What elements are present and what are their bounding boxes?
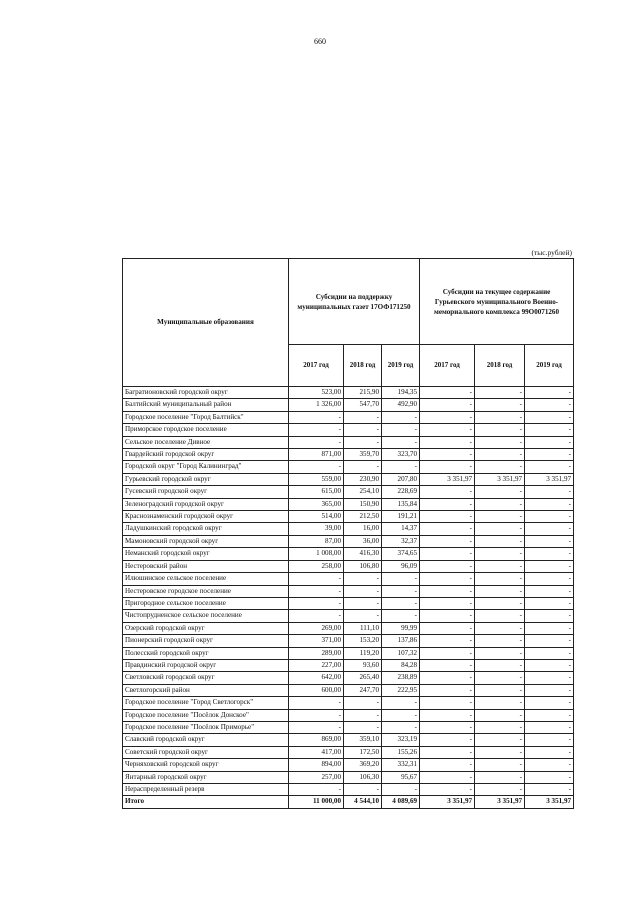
- value-cell: 3 351,97: [525, 473, 574, 485]
- value-cell: -: [525, 784, 574, 796]
- value-cell: -: [420, 672, 475, 684]
- value-cell: 547,70: [344, 399, 382, 411]
- value-cell: -: [382, 411, 420, 423]
- value-cell: 416,30: [344, 548, 382, 560]
- value-cell: -: [525, 697, 574, 709]
- value-cell: 3 351,97: [420, 796, 475, 808]
- year-header: 2017 год: [420, 345, 475, 387]
- units-label: (тыс.рублей): [531, 248, 572, 257]
- value-cell: -: [420, 399, 475, 411]
- value-cell: 111,10: [344, 622, 382, 634]
- value-cell: -: [382, 461, 420, 473]
- value-cell: -: [525, 721, 574, 733]
- memorial-subsidy-header: Субсидии на текущее содержание Гурьевского муниципального Военно-мемориального комплекса 99О0071260: [420, 259, 574, 345]
- value-cell: -: [525, 635, 574, 647]
- table-row: [123, 734, 574, 746]
- value-cell: 39,00: [289, 523, 344, 535]
- value-cell: 371,00: [289, 635, 344, 647]
- year-header: 2019 год: [382, 345, 420, 387]
- value-cell: 212,50: [344, 511, 382, 523]
- value-cell: -: [420, 771, 475, 783]
- table-row: [123, 721, 574, 733]
- table-row: [123, 684, 574, 696]
- value-cell: 369,20: [344, 759, 382, 771]
- value-cell: 153,20: [344, 635, 382, 647]
- value-cell: -: [475, 610, 525, 622]
- value-cell: 269,00: [289, 622, 344, 634]
- value-cell: -: [475, 424, 525, 436]
- value-cell: -: [525, 461, 574, 473]
- table-row: [123, 424, 574, 436]
- value-cell: -: [382, 610, 420, 622]
- table-row: [123, 771, 574, 783]
- value-cell: -: [525, 535, 574, 547]
- value-cell: -: [475, 647, 525, 659]
- value-cell: 323,70: [382, 449, 420, 461]
- value-cell: -: [525, 709, 574, 721]
- value-cell: 3 351,97: [475, 796, 525, 808]
- year-header: 2018 год: [344, 345, 382, 387]
- value-cell: -: [420, 622, 475, 634]
- value-cell: -: [420, 548, 475, 560]
- table-row: [123, 610, 574, 622]
- value-cell: -: [525, 585, 574, 597]
- table-row: [123, 511, 574, 523]
- value-cell: 3 351,97: [420, 473, 475, 485]
- value-cell: 417,00: [289, 746, 344, 758]
- table-row: [123, 659, 574, 671]
- year-header: 2017 год: [289, 345, 344, 387]
- value-cell: -: [475, 573, 525, 585]
- municipality-name: Светловский городской округ: [123, 672, 289, 684]
- value-cell: -: [420, 560, 475, 572]
- value-cell: 95,67: [382, 771, 420, 783]
- value-cell: -: [420, 486, 475, 498]
- value-cell: 559,00: [289, 473, 344, 485]
- value-cell: 14,37: [382, 523, 420, 535]
- value-cell: 492,90: [382, 399, 420, 411]
- value-cell: -: [475, 759, 525, 771]
- table-row: [123, 597, 574, 609]
- value-cell: -: [344, 610, 382, 622]
- value-cell: -: [475, 709, 525, 721]
- value-cell: -: [525, 746, 574, 758]
- value-cell: 258,00: [289, 560, 344, 572]
- value-cell: -: [525, 622, 574, 634]
- municipality-name: Нераспределенный резерв: [123, 784, 289, 796]
- value-cell: -: [289, 461, 344, 473]
- value-cell: -: [525, 486, 574, 498]
- value-cell: -: [475, 511, 525, 523]
- value-cell: 172,50: [344, 746, 382, 758]
- value-cell: -: [344, 597, 382, 609]
- value-cell: 194,35: [382, 387, 420, 399]
- table-row: [123, 585, 574, 597]
- value-cell: 36,00: [344, 535, 382, 547]
- value-cell: -: [525, 399, 574, 411]
- value-cell: -: [525, 511, 574, 523]
- year-header: 2019 год: [525, 345, 574, 387]
- table-row: [123, 622, 574, 634]
- value-cell: -: [344, 784, 382, 796]
- table-row: [123, 784, 574, 796]
- value-cell: -: [420, 573, 475, 585]
- value-cell: 207,80: [382, 473, 420, 485]
- value-cell: -: [525, 411, 574, 423]
- value-cell: -: [475, 387, 525, 399]
- municipality-name: Сельское поселение Дивное: [123, 436, 289, 448]
- value-cell: 1 326,00: [289, 399, 344, 411]
- value-cell: -: [525, 573, 574, 585]
- value-cell: -: [382, 585, 420, 597]
- value-cell: -: [382, 597, 420, 609]
- value-cell: -: [525, 659, 574, 671]
- municipality-name: Городской округ "Город Калининград": [123, 461, 289, 473]
- municipality-name: Городское поселение "Город Светлогорск": [123, 697, 289, 709]
- value-cell: -: [420, 535, 475, 547]
- value-cell: 359,70: [344, 449, 382, 461]
- municipality-name: Гвардейский городской округ: [123, 449, 289, 461]
- municipality-name: Городское поселение "Посёлок Донское": [123, 709, 289, 721]
- value-cell: 93,60: [344, 659, 382, 671]
- value-cell: -: [289, 585, 344, 597]
- value-cell: -: [420, 461, 475, 473]
- value-cell: 4 089,69: [382, 796, 420, 808]
- municipality-name: Гусевский городской округ: [123, 486, 289, 498]
- value-cell: -: [344, 697, 382, 709]
- value-cell: -: [420, 659, 475, 671]
- value-cell: 107,32: [382, 647, 420, 659]
- value-cell: -: [420, 511, 475, 523]
- municipality-name: Нестеровский район: [123, 560, 289, 572]
- page-number: 660: [314, 37, 326, 46]
- value-cell: -: [382, 697, 420, 709]
- table-row: [123, 635, 574, 647]
- municipality-name: Балтийский муниципальный район: [123, 399, 289, 411]
- municipality-name: Чистопрудненское сельское поселение: [123, 610, 289, 622]
- value-cell: 238,89: [382, 672, 420, 684]
- value-cell: -: [525, 597, 574, 609]
- municipality-name: Городское поселение "Город Балтийск": [123, 411, 289, 423]
- value-cell: 87,00: [289, 535, 344, 547]
- value-cell: -: [525, 436, 574, 448]
- value-cell: -: [525, 449, 574, 461]
- table-row: [123, 560, 574, 572]
- municipality-name: Гурьевский городской округ: [123, 473, 289, 485]
- value-cell: -: [475, 535, 525, 547]
- table-row: [123, 548, 574, 560]
- value-cell: 4 544,10: [344, 796, 382, 808]
- newspaper-subsidy-header: Субсидии на поддержку муниципальных газет 17ОФ171250: [289, 259, 420, 345]
- value-cell: 155,26: [382, 746, 420, 758]
- value-cell: -: [420, 759, 475, 771]
- value-cell: -: [420, 498, 475, 510]
- value-cell: 106,30: [344, 771, 382, 783]
- value-cell: -: [420, 597, 475, 609]
- value-cell: 642,00: [289, 672, 344, 684]
- value-cell: 96,09: [382, 560, 420, 572]
- municipality-name: Зеленоградский городской округ: [123, 498, 289, 510]
- municipality-name: Краснознаменский городской округ: [123, 511, 289, 523]
- table-row: [123, 697, 574, 709]
- value-cell: -: [525, 672, 574, 684]
- value-cell: -: [420, 697, 475, 709]
- value-cell: 254,10: [344, 486, 382, 498]
- value-cell: 137,86: [382, 635, 420, 647]
- value-cell: -: [475, 597, 525, 609]
- value-cell: -: [475, 784, 525, 796]
- value-cell: -: [475, 659, 525, 671]
- municipality-name: Полесский городской округ: [123, 647, 289, 659]
- value-cell: -: [475, 684, 525, 696]
- value-cell: -: [420, 436, 475, 448]
- total-row: [123, 796, 574, 808]
- value-cell: -: [525, 771, 574, 783]
- value-cell: -: [420, 684, 475, 696]
- table-row: [123, 449, 574, 461]
- value-cell: 894,00: [289, 759, 344, 771]
- value-cell: 222,95: [382, 684, 420, 696]
- municipality-name: Советский городской округ: [123, 746, 289, 758]
- municipality-name: Итого: [123, 796, 289, 808]
- municipality-header: Муниципальные образования: [123, 259, 289, 387]
- value-cell: 1 008,00: [289, 548, 344, 560]
- value-cell: -: [420, 610, 475, 622]
- value-cell: 135,84: [382, 498, 420, 510]
- value-cell: 32,37: [382, 535, 420, 547]
- table-row: [123, 436, 574, 448]
- value-cell: -: [289, 721, 344, 733]
- value-cell: 323,19: [382, 734, 420, 746]
- municipality-name: Ладушкинский городской округ: [123, 523, 289, 535]
- value-cell: -: [420, 647, 475, 659]
- value-cell: -: [525, 647, 574, 659]
- value-cell: -: [525, 523, 574, 535]
- value-cell: -: [475, 721, 525, 733]
- value-cell: -: [344, 411, 382, 423]
- value-cell: -: [344, 585, 382, 597]
- value-cell: -: [525, 498, 574, 510]
- municipality-name: Мамоновский городской округ: [123, 535, 289, 547]
- table-row: [123, 709, 574, 721]
- value-cell: -: [525, 424, 574, 436]
- value-cell: -: [475, 411, 525, 423]
- table-row: [123, 746, 574, 758]
- table-body: [123, 387, 574, 809]
- value-cell: -: [475, 746, 525, 758]
- value-cell: -: [344, 709, 382, 721]
- value-cell: -: [420, 424, 475, 436]
- value-cell: -: [475, 399, 525, 411]
- value-cell: 227,00: [289, 659, 344, 671]
- value-cell: 365,00: [289, 498, 344, 510]
- value-cell: -: [525, 610, 574, 622]
- value-cell: 191,21: [382, 511, 420, 523]
- value-cell: -: [289, 784, 344, 796]
- value-cell: -: [475, 672, 525, 684]
- value-cell: 265,40: [344, 672, 382, 684]
- table-row: [123, 486, 574, 498]
- value-cell: 247,70: [344, 684, 382, 696]
- subsidy-table: [122, 258, 574, 809]
- value-cell: -: [344, 573, 382, 585]
- value-cell: -: [420, 709, 475, 721]
- municipality-name: Багратионовский городской округ: [123, 387, 289, 399]
- value-cell: -: [289, 573, 344, 585]
- value-cell: -: [525, 548, 574, 560]
- value-cell: -: [344, 424, 382, 436]
- municipality-name: Правдинский городской округ: [123, 659, 289, 671]
- value-cell: -: [525, 387, 574, 399]
- municipality-name: Пригородное сельское поселение: [123, 597, 289, 609]
- value-cell: 84,28: [382, 659, 420, 671]
- value-cell: 869,00: [289, 734, 344, 746]
- value-cell: 289,00: [289, 647, 344, 659]
- value-cell: -: [344, 436, 382, 448]
- value-cell: -: [420, 411, 475, 423]
- value-cell: 230,90: [344, 473, 382, 485]
- value-cell: -: [420, 449, 475, 461]
- value-cell: -: [525, 684, 574, 696]
- value-cell: -: [382, 784, 420, 796]
- value-cell: -: [382, 424, 420, 436]
- value-cell: -: [475, 436, 525, 448]
- value-cell: -: [289, 597, 344, 609]
- value-cell: 11 000,00: [289, 796, 344, 808]
- value-cell: -: [289, 697, 344, 709]
- value-cell: -: [475, 498, 525, 510]
- value-cell: -: [382, 573, 420, 585]
- value-cell: -: [420, 585, 475, 597]
- municipality-name: Черняховский городской округ: [123, 759, 289, 771]
- value-cell: -: [525, 734, 574, 746]
- table-row: [123, 498, 574, 510]
- value-cell: -: [475, 449, 525, 461]
- municipality-name: Пионерский городской округ: [123, 635, 289, 647]
- value-cell: -: [344, 461, 382, 473]
- municipality-name: Нестеровское городское поселение: [123, 585, 289, 597]
- municipality-name: Городское поселение "Посёлок Приморье": [123, 721, 289, 733]
- value-cell: -: [289, 411, 344, 423]
- value-cell: 119,20: [344, 647, 382, 659]
- value-cell: 523,00: [289, 387, 344, 399]
- table-row: [123, 473, 574, 485]
- table-row: [123, 387, 574, 399]
- value-cell: -: [382, 721, 420, 733]
- year-header: 2018 год: [475, 345, 525, 387]
- value-cell: 615,00: [289, 486, 344, 498]
- value-cell: -: [525, 759, 574, 771]
- municipality-name: Приморское городское поселение: [123, 424, 289, 436]
- value-cell: -: [475, 771, 525, 783]
- value-cell: 600,00: [289, 684, 344, 696]
- value-cell: -: [525, 560, 574, 572]
- value-cell: -: [420, 523, 475, 535]
- value-cell: -: [475, 523, 525, 535]
- value-cell: -: [420, 784, 475, 796]
- municipality-name: Озерский городской округ: [123, 622, 289, 634]
- value-cell: -: [344, 721, 382, 733]
- value-cell: -: [475, 622, 525, 634]
- table-row: [123, 573, 574, 585]
- value-cell: -: [420, 734, 475, 746]
- value-cell: -: [420, 746, 475, 758]
- value-cell: -: [475, 461, 525, 473]
- value-cell: 150,90: [344, 498, 382, 510]
- table-row: [123, 535, 574, 547]
- value-cell: 16,00: [344, 523, 382, 535]
- table-row: [123, 672, 574, 684]
- value-cell: 99,99: [382, 622, 420, 634]
- municipality-name: Илюшинское сельское поселение: [123, 573, 289, 585]
- value-cell: -: [475, 560, 525, 572]
- value-cell: -: [289, 436, 344, 448]
- value-cell: 215,90: [344, 387, 382, 399]
- value-cell: -: [420, 721, 475, 733]
- value-cell: -: [475, 585, 525, 597]
- value-cell: 359,10: [344, 734, 382, 746]
- value-cell: -: [420, 635, 475, 647]
- table-row: [123, 399, 574, 411]
- value-cell: -: [382, 709, 420, 721]
- value-cell: -: [475, 697, 525, 709]
- value-cell: 374,65: [382, 548, 420, 560]
- value-cell: -: [289, 610, 344, 622]
- municipality-name: Янтарный городской округ: [123, 771, 289, 783]
- municipality-name: Славский городской округ: [123, 734, 289, 746]
- value-cell: 106,80: [344, 560, 382, 572]
- value-cell: 514,00: [289, 511, 344, 523]
- value-cell: -: [475, 635, 525, 647]
- value-cell: 257,00: [289, 771, 344, 783]
- value-cell: -: [382, 436, 420, 448]
- value-cell: -: [475, 486, 525, 498]
- value-cell: 332,31: [382, 759, 420, 771]
- value-cell: -: [475, 734, 525, 746]
- value-cell: -: [475, 548, 525, 560]
- municipality-name: Неманский городской округ: [123, 548, 289, 560]
- table-row: [123, 759, 574, 771]
- value-cell: -: [289, 709, 344, 721]
- table-row: [123, 523, 574, 535]
- value-cell: 228,69: [382, 486, 420, 498]
- table-row: [123, 647, 574, 659]
- value-cell: 3 351,97: [475, 473, 525, 485]
- value-cell: -: [289, 424, 344, 436]
- municipality-name: Светлогорский район: [123, 684, 289, 696]
- value-cell: 871,00: [289, 449, 344, 461]
- value-cell: 3 351,97: [525, 796, 574, 808]
- table-row: [123, 461, 574, 473]
- table-row: [123, 411, 574, 423]
- value-cell: -: [420, 387, 475, 399]
